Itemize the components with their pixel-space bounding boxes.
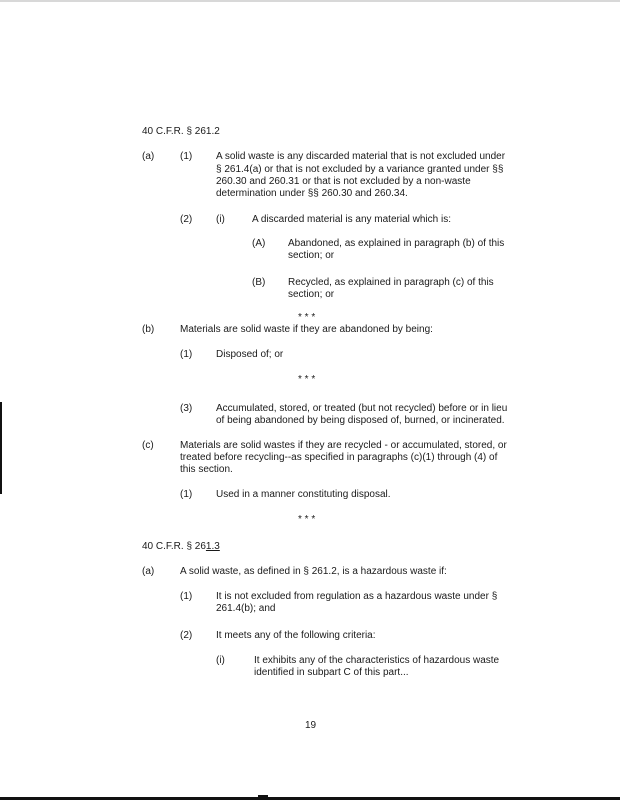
para-B-line-2: section; or: [288, 289, 335, 300]
ellipsis-1: * * *: [298, 312, 316, 323]
para-c-line-2: treated before recycling--as specified in paragraphs (c)(1) through (4) of: [180, 452, 498, 463]
para-a1-line-3: 260.30 and 260.31 or that is not excluded by a non-waste: [216, 176, 471, 187]
para-a2i-label-2: (i): [216, 655, 225, 666]
para-a1-line-1-2: It is not excluded from regulation as a hazardous waste under §: [216, 591, 498, 602]
para-b3-label: (3): [180, 403, 193, 414]
ellipsis-2: * * *: [298, 374, 316, 385]
para-B-label: (B): [252, 277, 266, 288]
para-a1-line-4: determination under §§ 260.30 and 260.34.: [216, 188, 408, 199]
para-a-label: (a): [142, 151, 155, 162]
para-b-label: (b): [142, 324, 155, 335]
para-a1-line-2-2: 261.4(b); and: [216, 603, 276, 614]
para-c-line-1: Materials are solid wastes if they are recycled - or accumulated, stored, or: [180, 440, 507, 451]
para-B-line-1: Recycled, as explained in paragraph (c) of this: [288, 277, 494, 288]
scan-left-mark: [0, 402, 2, 494]
para-a1-line-1: A solid waste is any discarded material that is not excluded under: [216, 151, 506, 162]
para-a2-text-2: It meets any of the following criteria:: [216, 630, 376, 641]
para-a2-label-2: (2): [180, 630, 193, 641]
heading-prefix: 40 C.F.R. § 26: [142, 541, 206, 552]
para-b3-line-2: of being abandoned by being disposed of, burned, or incinerated.: [216, 415, 505, 426]
para-c1-label: (1): [180, 489, 193, 500]
para-c-line-3: this section.: [180, 464, 233, 475]
para-c-label: (c): [142, 440, 154, 451]
para-c1-text: Used in a manner constituting disposal.: [216, 489, 391, 500]
scan-top-edge: [0, 0, 620, 2]
section-heading-261-2: 40 C.F.R. § 261.2: [142, 126, 220, 137]
para-b1-label: (1): [180, 349, 193, 360]
para-A-line-2: section; or: [288, 250, 335, 261]
heading-underlined: 1.3: [205, 541, 220, 552]
para-b-text: Materials are solid waste if they are abandoned by being:: [180, 324, 433, 335]
section-heading-261-3: [142, 540, 220, 553]
para-a1-label: (1): [180, 151, 193, 162]
para-a2i-line-2-2: identified in subpart C of this part...: [254, 667, 409, 678]
para-a2i-label: (i): [216, 214, 225, 225]
para-a2i-line-1-2: It exhibits any of the characteristics of hazardous waste: [254, 655, 500, 666]
para-b3-line-1: Accumulated, stored, or treated (but not recycled) before or in lieu: [216, 403, 508, 414]
para-a-text-2: A solid waste, as defined in § 261.2, is a hazardous waste if:: [180, 566, 447, 577]
page-number: 19: [305, 720, 317, 731]
ellipsis-3: * * *: [298, 514, 316, 525]
para-A-label: (A): [252, 238, 266, 249]
para-a2-label: (2): [180, 214, 193, 225]
para-a1-label-2: (1): [180, 591, 193, 602]
para-a2i-text: A discarded material is any material which is:: [252, 214, 451, 225]
para-b1-text: Disposed of; or: [216, 349, 284, 360]
para-A-line-1: Abandoned, as explained in paragraph (b) of this: [288, 238, 505, 249]
para-a-label-2: (a): [142, 566, 155, 577]
para-a1-line-2: § 261.4(a) or that is not excluded by a variance granted under §§: [216, 164, 504, 175]
